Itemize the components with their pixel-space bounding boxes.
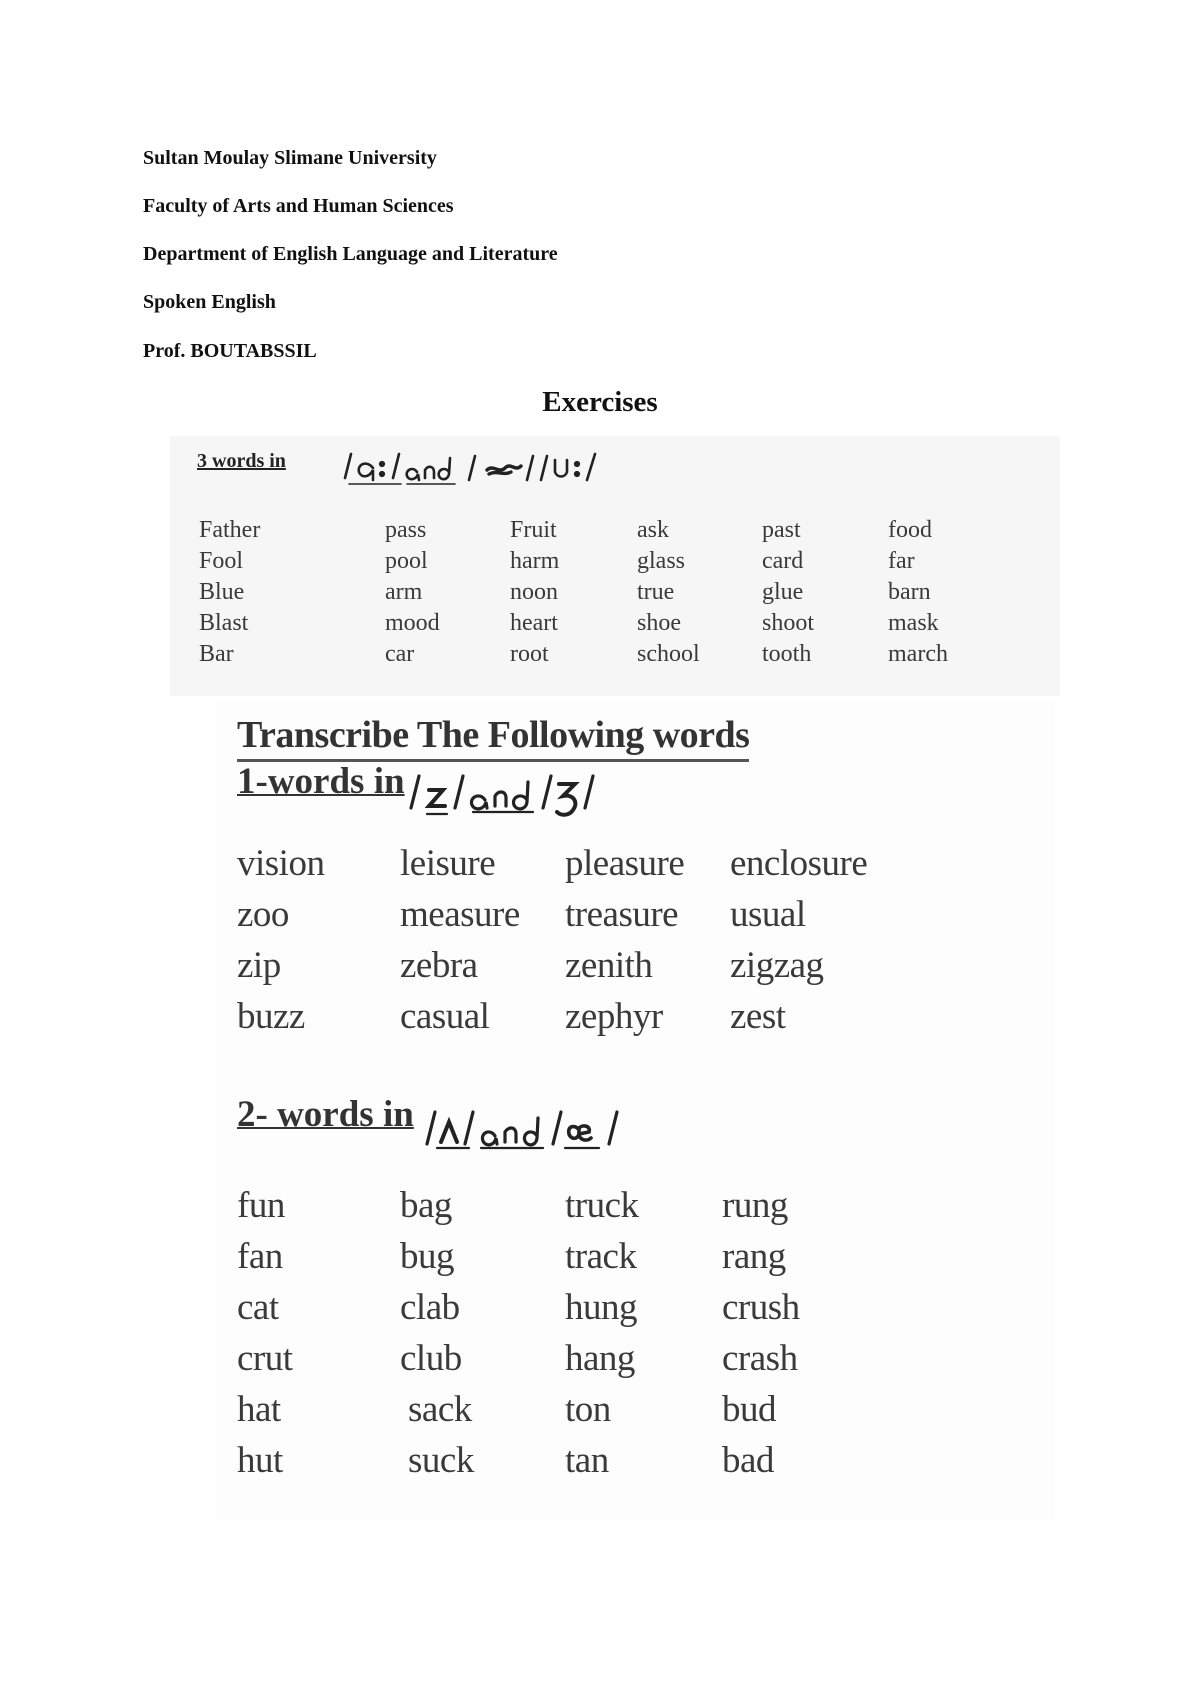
word-column: [237, 1180, 293, 1486]
word-cell: Blast: [199, 610, 249, 636]
section-1-heading-text: 1-words in: [237, 761, 405, 802]
word-cell: bud: [722, 1389, 776, 1430]
word-cell: hang: [565, 1338, 635, 1379]
word-column: [888, 515, 948, 670]
word-cell: root: [510, 641, 549, 667]
word-cell: crash: [722, 1338, 798, 1379]
word-cell: sack: [408, 1389, 472, 1430]
word-cell: cat: [237, 1287, 279, 1328]
word-cell: food: [888, 517, 932, 543]
word-cell: rung: [722, 1185, 788, 1226]
word-cell: Blue: [199, 579, 245, 605]
course-name: Spoken English: [143, 291, 276, 313]
exercise-2-title: Transcribe The Following words: [237, 713, 749, 762]
word-cell: mask: [888, 610, 939, 636]
word-cell: zephyr: [565, 996, 663, 1037]
word-cell: zebra: [400, 945, 478, 986]
word-cell: buzz: [237, 996, 305, 1037]
word-cell: hut: [237, 1440, 283, 1481]
exercise-2-scan: [215, 700, 1055, 1520]
exercise-1-heading-text: 3 words in: [197, 450, 286, 472]
word-cell: mood: [385, 610, 440, 636]
handwritten-phonemes-z-zh: [407, 762, 647, 830]
word-cell: shoot: [762, 610, 815, 636]
word-cell: past: [762, 517, 801, 543]
word-column: [762, 515, 814, 670]
word-cell: far: [888, 548, 915, 574]
word-cell: card: [762, 548, 804, 574]
word-cell: bad: [722, 1440, 774, 1481]
word-cell: true: [637, 579, 675, 605]
word-cell: noon: [510, 579, 558, 605]
word-cell: Father: [199, 517, 261, 543]
word-cell: Bar: [199, 641, 234, 667]
word-cell: clab: [400, 1287, 460, 1328]
word-cell: fun: [237, 1185, 285, 1226]
word-cell: truck: [565, 1185, 639, 1226]
word-cell: zigzag: [730, 945, 824, 986]
word-cell: zenith: [565, 945, 653, 986]
word-column: [722, 1180, 800, 1486]
word-cell: treasure: [565, 894, 679, 935]
word-cell: zest: [730, 996, 786, 1037]
word-cell: glue: [762, 579, 804, 605]
word-cell: barn: [888, 579, 931, 605]
word-cell: zoo: [237, 894, 289, 935]
word-cell: pleasure: [565, 843, 685, 884]
word-column: [400, 838, 520, 1042]
word-cell: ton: [565, 1389, 611, 1430]
word-cell: shoe: [637, 610, 681, 636]
word-cell: leisure: [400, 843, 496, 884]
word-column: [237, 838, 324, 1042]
word-cell: bug: [400, 1236, 454, 1277]
word-cell: march: [888, 641, 948, 667]
word-cell: club: [400, 1338, 462, 1379]
handwritten-phonemes-aa-uu: [335, 444, 805, 490]
word-cell: zip: [237, 945, 281, 986]
word-column: [510, 515, 559, 670]
word-column: [385, 515, 440, 670]
word-cell: tooth: [762, 641, 812, 667]
word-cell: track: [565, 1236, 637, 1277]
word-cell: heart: [510, 610, 558, 636]
word-cell: bag: [400, 1185, 452, 1226]
department-name: Department of English Language and Literature: [143, 243, 558, 265]
section-2-heading-text: 2- words in: [237, 1094, 414, 1135]
word-cell: fan: [237, 1236, 283, 1277]
word-cell: suck: [408, 1440, 474, 1481]
word-cell: crush: [722, 1287, 800, 1328]
word-cell: school: [637, 641, 700, 667]
word-cell: casual: [400, 996, 490, 1037]
word-cell: Fool: [199, 548, 244, 574]
word-cell: pass: [385, 517, 427, 543]
word-cell: tan: [565, 1440, 609, 1481]
handwritten-phonemes-wedge-ash: [423, 1100, 663, 1160]
word-column: [730, 838, 867, 1042]
word-cell: harm: [510, 548, 560, 574]
exercise-1-scan: [170, 436, 1060, 696]
word-column: [565, 1180, 639, 1486]
faculty-name: Faculty of Arts and Human Sciences: [143, 195, 454, 217]
word-cell: measure: [400, 894, 520, 935]
word-cell: hat: [237, 1389, 281, 1430]
word-cell: enclosure: [730, 843, 868, 884]
university-name: Sultan Moulay Slimane University: [143, 147, 437, 169]
page-title: Exercises: [542, 386, 658, 418]
word-column: [637, 515, 700, 670]
word-cell: car: [385, 641, 415, 667]
word-cell: arm: [385, 579, 423, 605]
word-column: [400, 1180, 474, 1486]
word-cell: usual: [730, 894, 806, 935]
word-cell: hung: [565, 1287, 637, 1328]
word-cell: vision: [237, 843, 325, 884]
word-cell: crut: [237, 1338, 293, 1379]
word-cell: ask: [637, 517, 669, 543]
professor-name: Prof. BOUTABSSIL: [143, 340, 317, 362]
word-column: [565, 838, 684, 1042]
exercise-1-heading: [197, 450, 286, 473]
section-1-heading: [237, 760, 405, 803]
section-2-heading: [237, 1093, 414, 1136]
word-column: [199, 515, 260, 670]
word-cell: rang: [722, 1236, 786, 1277]
word-cell: Fruit: [510, 517, 557, 543]
word-cell: pool: [385, 548, 428, 574]
word-cell: glass: [637, 548, 685, 574]
